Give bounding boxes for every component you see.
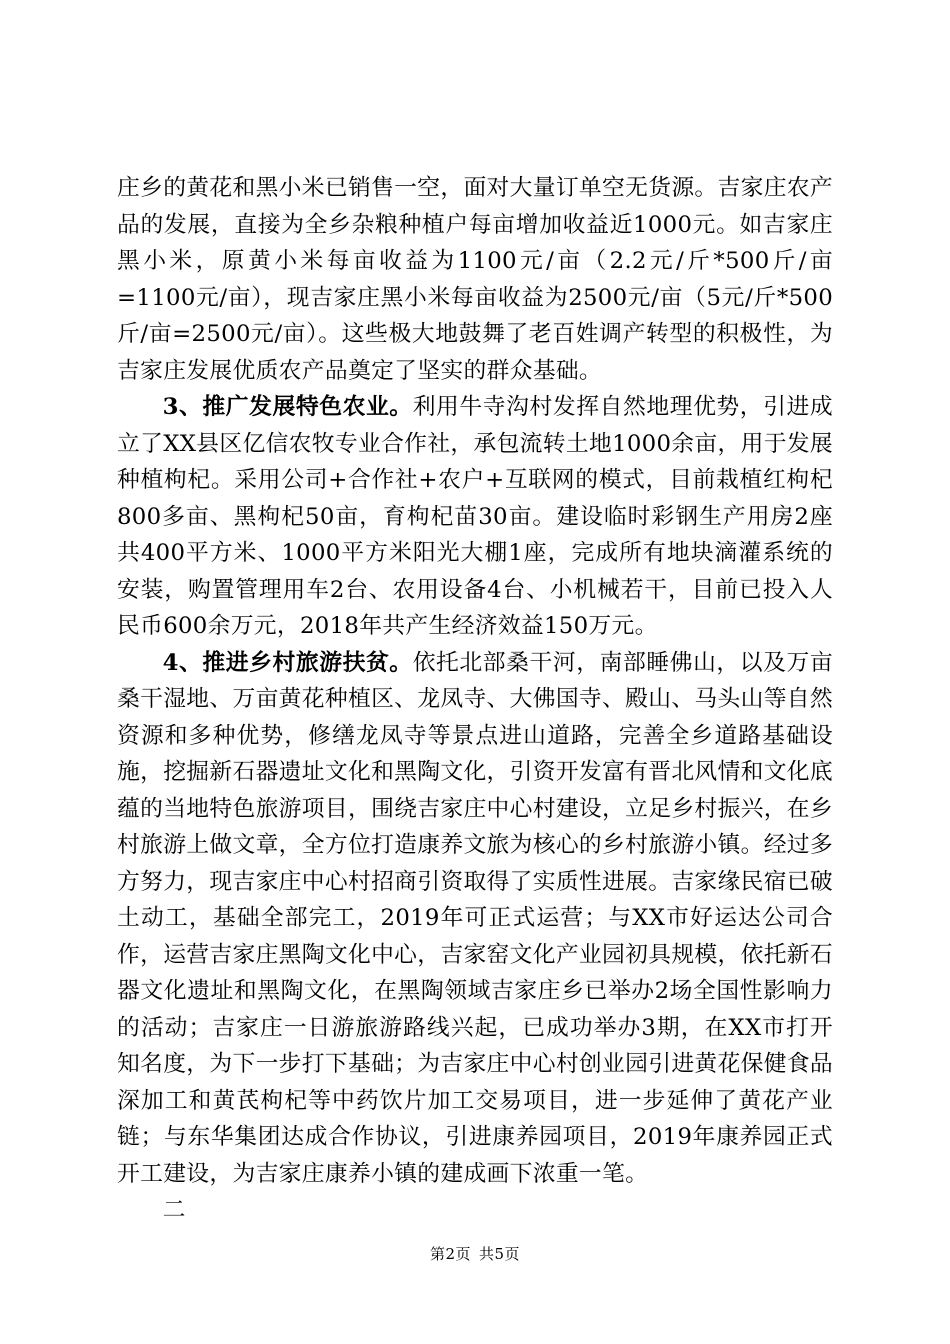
page-number-total: 共5页: [479, 1245, 521, 1263]
section-number-two: [117, 1192, 833, 1229]
paragraph-heading: 3、推广发展特色农业。: [162, 394, 413, 420]
page-footer: [0, 1244, 950, 1264]
paragraph-text: 庄乡的黄花和黑小米已销售一空，面对大量订单空无货源。吉家庄农产品的发展，直接为全乡杂粮种植户每亩增加收益近1000元。如吉家庄黑小米，原黄小米每亩收益为1100元/亩（2.2元/斤*500斤/亩=1100元/亩），现吉家庄黑小米每亩收益为2500元/亩（5元/斤*500斤/亩=2500元/亩）。这些极大地鼓舞了老百姓调产转型的积极性，为吉家庄发展优质农产品奠定了坚实的群众基础。: [117, 175, 834, 384]
paragraph-text: 二: [162, 1197, 186, 1223]
paragraph-text: 利用牛寺沟村发挥自然地理优势，引进成立了XX县区亿信农牧专业合作社，承包流转土地1000余亩，用于发展种植枸杞。采用公司+合作社+农户+互联网的模式，目前栽植红枸杞800多亩、黑枸杞50亩，育枸杞苗30亩。建设临时彩钢生产用房2座共400平方米、1000平方米阳光大棚1座，完成所有地块滴灌系统的安装，购置管理用车2台、农用设备4台、小机械若干，目前已投入人民币600余万元，2018年共产生经济效益150万元。: [117, 394, 833, 639]
page-number-current: 第2页: [429, 1245, 471, 1263]
paragraph-special-agriculture: [117, 389, 833, 645]
document-body: [117, 170, 833, 1229]
paragraph-heading: 4、推进乡村旅游扶贫。: [162, 649, 413, 676]
paragraph-agri-income: [117, 170, 833, 389]
paragraph-text: 依托北部桑干河，南部睡佛山，以及万亩桑干湿地、万亩黄花种植区、龙凤寺、大佛国寺、殿山、马头山等自然资源和多种优势，修缮龙凤寺等景点进山道路，完善全乡道路基础设施，挖掘新石器遗址文化和黑陶文化，引资开发富有晋北风情和文化底蕴的当地特色旅游项目，围绕吉家庄中心村建设，立足乡村振兴，在乡村旅游上做文章，全方位打造康养文旅为核心的乡村旅游小镇。经过多方努力，现吉家庄中心村招商引资取得了实质性进展。吉家缘民宿已破土动工，基础全部完工，2019年可正式运营；与XX市好运达公司合作，运营吉家庄黑陶文化中心，吉家窑文化产业园初具规模，依托新石器文化遗址和黑陶文化，在黑陶领域吉家庄乡已举办2场全国性影响力的活动；吉家庄一日游旅游路线兴起，已成功举办3期，在XX市打开知名度，为下一步打下基础；为吉家庄中心村创业园引进黄花保健食品深加工和黄芪枸杞等中药饮片加工交易项目，进一步延伸了黄花产业链；与东华集团达成合作协议，引进康养园项目，2019年康养园正式开工建设，为吉家庄康养小镇的建成画下浓重一笔。: [117, 649, 834, 1187]
paragraph-rural-tourism: [117, 645, 833, 1193]
